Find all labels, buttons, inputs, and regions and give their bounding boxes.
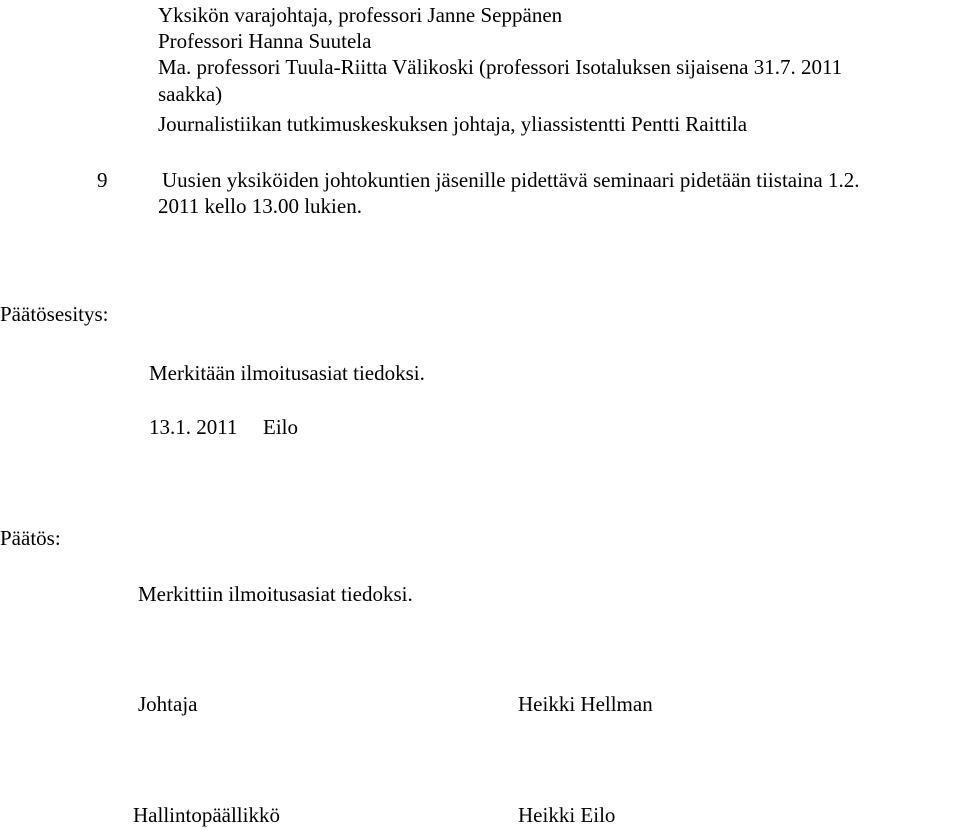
attendee-line: Ma. professori Tuula-Riitta Välikoski (professori Isotaluksen sijaisena 31.7. 2011 xyxy=(158,55,843,79)
decision-proposal-text: Merkitään ilmoitusasiat tiedoksi. xyxy=(149,361,425,385)
decision-text: Merkittiin ilmoitusasiat tiedoksi. xyxy=(138,582,413,606)
signer-role: Johtaja xyxy=(138,692,198,716)
item-text-line: Uusien yksiköiden johtokuntien jäsenille pidettävä seminaari pidetään tiistaina 1.2. xyxy=(162,168,860,192)
item-text-line: 2011 kello 13.00 lukien. xyxy=(158,194,362,218)
attendee-line: saakka) xyxy=(158,82,223,106)
attendee-line: Yksikön varajohtaja, professori Janne Seppänen xyxy=(158,3,563,27)
signer-role: Hallintopäällikkö xyxy=(133,803,280,827)
decision-proposal-label: Päätösesitys: xyxy=(0,302,109,326)
signer-name: Heikki Eilo xyxy=(518,803,616,827)
item-number: 9 xyxy=(97,168,108,192)
signer-name: Heikki Hellman xyxy=(518,692,653,716)
decision-label: Päätös: xyxy=(0,526,61,550)
attendee-line: Journalistiikan tutkimuskeskuksen johtaja, yliassistentti Pentti Raittila xyxy=(158,112,748,136)
proposal-signer: Eilo xyxy=(263,415,298,439)
proposal-date: 13.1. 2011 xyxy=(149,415,238,439)
attendee-line: Professori Hanna Suutela xyxy=(158,29,372,53)
